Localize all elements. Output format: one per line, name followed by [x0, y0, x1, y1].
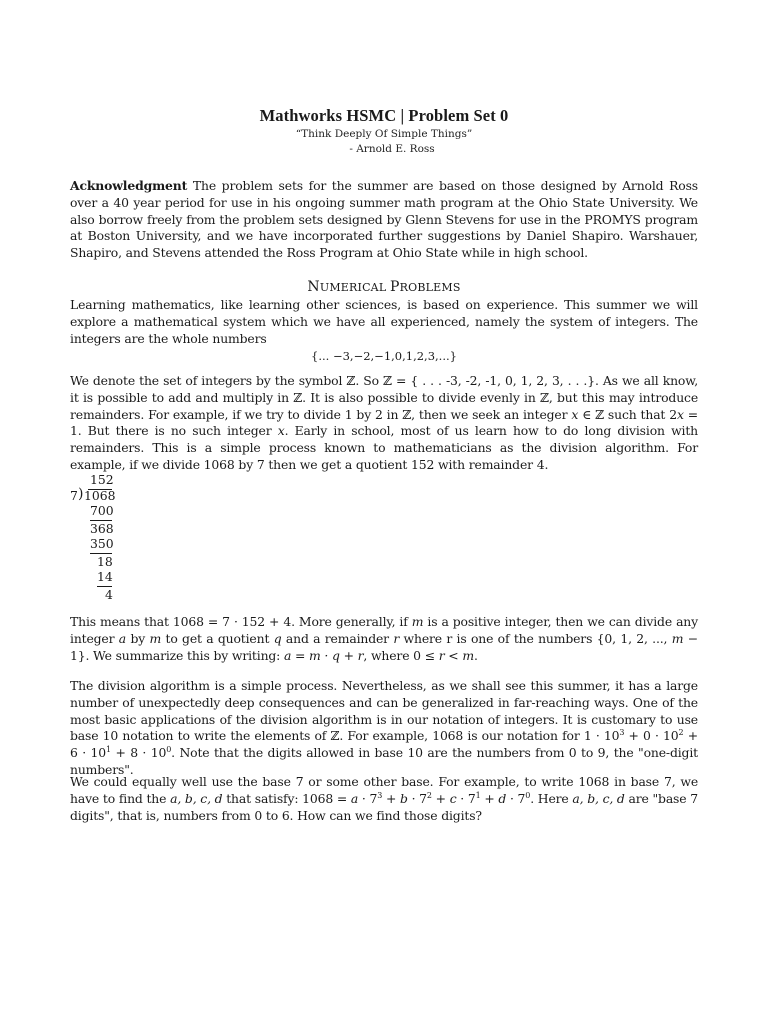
acknowledgment-label: Acknowledgment — [70, 178, 188, 193]
ld-line: 14 — [97, 569, 113, 584]
ld-line: 700 — [90, 503, 114, 518]
ld-line: 4 — [105, 587, 113, 602]
epigraph-author: - Arnold E. Ross — [349, 143, 435, 155]
intro-paragraph: Learning mathematics, like learning other sciences, is based on experience. This summer we will explore a mathematical system which we have all experienced, namely the system of integers. The integers are the whole numbers — [70, 297, 698, 346]
ld-dividend: 1068 — [84, 488, 116, 503]
heading-initial-p: P — [390, 279, 400, 295]
ld-bracket-icon: ) — [78, 486, 84, 502]
ld-line: 18 — [97, 554, 113, 569]
ld-line: 350 — [90, 536, 114, 551]
division-paragraph: We denote the set of integers by the symbol ℤ. So ℤ = { . . . -3, -2, -1, 0, 1, 2, 3, . . .}. As we all know, it is possible to add and multiply in ℤ. It is also possible to divide evenly in ℤ, but this may introduce remainders. For example, if we try to divide 1 by 2 in ℤ, then we seek an integer x ∈ ℤ such that 2x = 1. But there is no such integer x. Early in school, most of us learn how to do long division with remainders. This is a simple process known to mathematicians as the division algorithm. For example, if we divide 1068 by 7 then we get a quotient 152 with remainder 4. — [70, 373, 698, 472]
acknowledgment-text: The problem sets for the summer are based on those designed by Arnold Ross over a 40 year period for use in his ongoing summer math program at the Ohio State University. We also borrow freely from the problem sets designed by Glenn Stevens for use in the PROMYS program at Boston University, and we have incorporated further suggestions by Daniel Shapiro. Warshauer, Shapiro, and Stevens attended the Ross Program at Ohio State while in high school. — [70, 178, 698, 261]
ld-quotient: 152 — [90, 472, 114, 487]
base-notation-paragraph: The division algorithm is a simple process. Nevertheless, as we shall see this summer, it has a large number of unexpectedly deep consequences and can be generalized in far-reaching ways. One of the most basic applications of the division algorithm is in our notation of integers. It is customary to use base 10 notation to write the elements of ℤ. For example, 1068 is our notation for $1 \cdot 10^3 + 0 \cdot 10^2 + 6 \cdot 10^1 + 8 \cdot 10^0$. Note that the digits allowed in base 10 are the numbers from 0 to 9, the "one-digit numbers". — [70, 678, 698, 777]
section-heading — [70, 279, 698, 295]
heading-rest-1: UMERICAL — [319, 281, 391, 294]
acknowledgment-paragraph — [70, 178, 698, 262]
general-division-paragraph: This means that 1068 = 7 · 152 + 4. More generally, if m is a positive integer, then we can divide any integer a by m to get a quotient q and a remainder r where r is one of the numbers {0, 1, 2, ..., m − 1}. We summarize this by writing: a = m · q + r, where 0 ≤ r < m. — [70, 614, 698, 663]
base-seven-paragraph: We could equally well use the base 7 or some other base. For example, to write 1068 in base 7, we have to find the a, b, c, d that satisfy: $1068 = a \cdot 7^3 + b \cdot 7^2 + c \cdot 7^1 + d \cdot 7^0$. Here a, b, c, d are "base 7 digits", that is, numbers from 0 to 6. How can we find those digits? — [70, 774, 698, 823]
integers-set: {... −3,−2,−1,0,1,2,3,...} — [311, 349, 457, 363]
long-division — [70, 472, 130, 602]
heading-initial-n: N — [307, 279, 320, 295]
page-title: Mathworks HSMC | Problem Set 0 — [259, 106, 509, 125]
heading-rest-2: ROBLEMS — [399, 281, 461, 294]
ld-line: 368 — [90, 521, 114, 536]
ld-divisor: 7 — [70, 488, 78, 503]
epigraph-quote: “Think Deeply Of Simple Things” — [295, 128, 473, 140]
